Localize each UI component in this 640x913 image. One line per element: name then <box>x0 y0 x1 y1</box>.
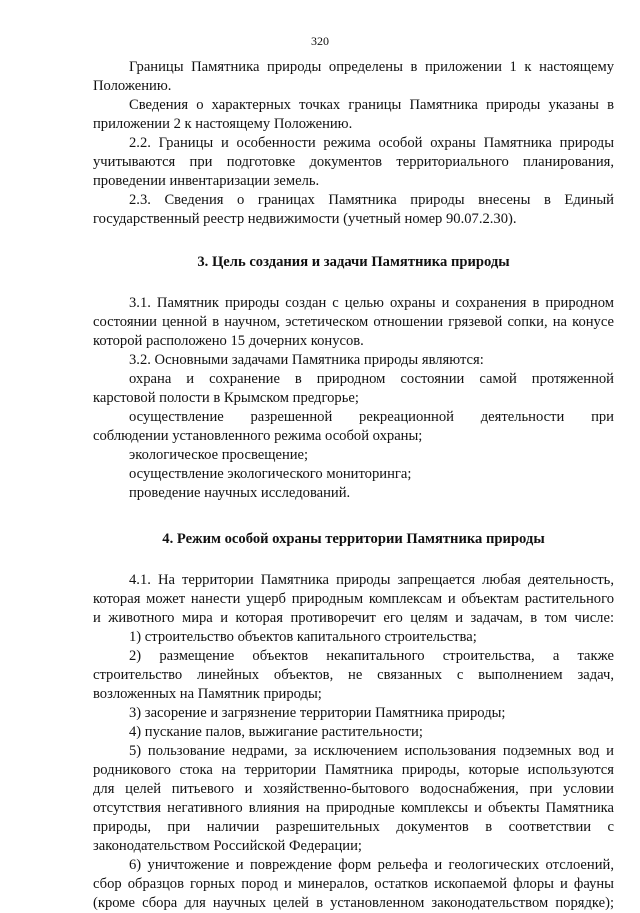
text-line: соблюдении установленного режима особой охраны; <box>93 428 423 444</box>
section-3-paragraphs <box>93 294 614 503</box>
text-line: 2) размещение объектов некапитального строительства, а также <box>129 648 614 664</box>
text-line: отсутствия негативного влияния на природные комплексы и объекты Памятника <box>93 800 614 816</box>
heading-section-4: 4. Режим особой охраны территории Памятника природы <box>162 531 545 547</box>
section-4-paragraphs <box>93 571 614 913</box>
text-line: (кроме сбора для научных целей в установленном законодательством порядке); <box>93 895 614 911</box>
text-line: и животного мира и которая противоречит его целям и задачам, в том числе: <box>93 610 614 626</box>
text-line: которая может нанести ущерб природным комплексам и объектам растительного <box>93 591 614 607</box>
text-line: которой расположено 15 дочерних конусов. <box>93 333 364 349</box>
text-line: приложении 2 к настоящему Положению. <box>93 116 353 132</box>
text-line: для целей питьевого и хозяйственно-бытового водоснабжения, при условии <box>93 781 614 797</box>
text-line: состоянии ценной в научном, эстетическом отношении грязевой сопки, на конусе <box>93 314 614 330</box>
text-line: строительство линейных объектов, не связанных с выполнением задач, <box>93 667 614 683</box>
text-line: законодательством Российской Федерации; <box>93 838 362 854</box>
text-line: Границы Памятника природы определены в приложении 1 к настоящему <box>129 59 614 75</box>
text-line: карстовой полости в Крымском предгорье; <box>93 390 359 406</box>
text-line: 4.1. На территории Памятника природы запрещается любая деятельность, <box>129 572 614 588</box>
text-line: 1) строительство объектов капитального строительства; <box>129 629 477 645</box>
text-line: сбор образцов горных пород и минералов, остатков ископаемой флоры и фауны <box>93 876 614 892</box>
section-2-paragraphs <box>93 58 614 229</box>
text-line: возложенных на Памятник природы; <box>93 686 322 702</box>
text-line: проведении инвентаризации земель. <box>93 173 320 189</box>
text-line: родникового стока на территории Памятника природы, которые используются <box>93 762 614 778</box>
text-line: экологическое просвещение; <box>129 447 309 463</box>
text-line: 5) пользование недрами, за исключением использования подземных вод и <box>129 743 614 759</box>
text-line: Положению. <box>93 78 172 94</box>
text-line: осуществление экологического мониторинга; <box>129 466 412 482</box>
text-line: осуществление разрешенной рекреационной деятельности при <box>129 409 614 425</box>
heading-section-3: 3. Цель создания и задачи Памятника природы <box>197 254 510 270</box>
text-line: 2.2. Границы и особенности режима особой охраны Памятника природы <box>129 135 614 151</box>
text-line: 2.3. Сведения о границах Памятника природы внесены в Единый <box>129 192 614 208</box>
text-line: 6) уничтожение и повреждение форм рельефа и геологических отслоений, <box>129 857 614 873</box>
text-line: 3.2. Основными задачами Памятника природы являются: <box>129 352 484 368</box>
text-line: охрана и сохранение в природном состоянии самой протяженной <box>129 371 614 387</box>
text-line: природы, при наличии разрешительных документов в соответствии с <box>93 819 614 835</box>
text-line: 3) засорение и загрязнение территории Памятника природы; <box>129 705 506 721</box>
text-line: проведение научных исследований. <box>129 485 351 501</box>
text-line: 4) пускание палов, выжигание растительности; <box>129 724 423 740</box>
text-line: учитываются при подготовке документов территориального планирования, <box>93 154 614 170</box>
text-line: государственный реестр недвижимости (учетный номер 90.07.2.30). <box>93 211 517 227</box>
text-line: Сведения о характерных точках границы Памятника природы указаны в <box>129 97 614 113</box>
page-number: 320 <box>311 34 329 48</box>
text-line: 3.1. Памятник природы создан с целью охраны и сохранения в природном <box>129 295 614 311</box>
document-body <box>93 58 614 913</box>
